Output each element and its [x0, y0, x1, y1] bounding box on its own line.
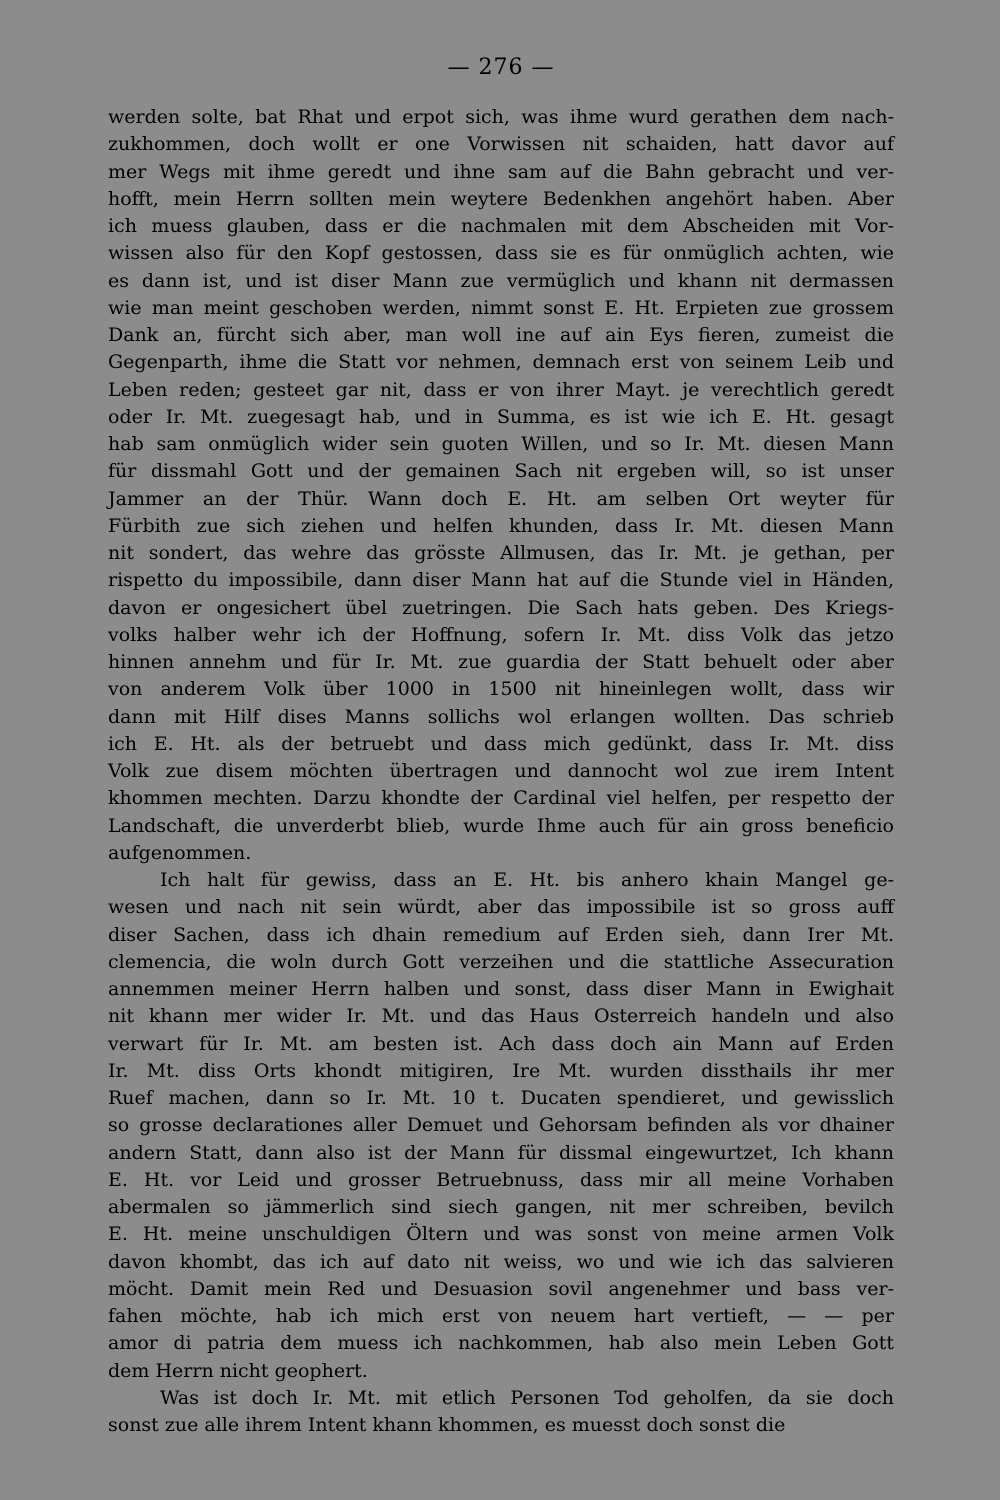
text-line: E. Ht. meine unschuldigen Öltern und was sonst von meine armen Volk	[108, 1223, 894, 1246]
text-line: khommen mechten. Darzu khondte der Cardinal viel helfen, per respetto der	[108, 787, 894, 810]
text-line: amor di patria dem muess ich nachkommen, hab also mein Leben Gott	[108, 1332, 894, 1355]
text-line: wie man meint geschoben werden, nimmt sonst E. Ht. Erpieten zue grossem	[108, 296, 894, 319]
text-line: zukhommen, doch wollt er one Vorwissen nit schaiden, hatt davor auf	[108, 133, 894, 156]
paragraph	[108, 1385, 894, 1440]
text-line: fahen möchte, hab ich mich erst von neuem hart vertieft, — — per	[108, 1305, 894, 1327]
text-line: verwart für Ir. Mt. am besten ist. Ach dass doch ain Mann auf Erden	[108, 1032, 894, 1055]
text-line: Jammer an der Thür. Wann doch E. Ht. am selben Ort weyter für	[108, 487, 894, 510]
text-line: ich E. Ht. als der betruebt und dass mich gedünkt, dass Ir. Mt. diss	[108, 732, 894, 755]
text-line: Volk zue disem möchten übertragen und dannocht wol zue irem Intent	[108, 760, 894, 782]
text-line: werden solte, bat Rhat und erpot sich, was ihme wurd gerathen dem nach-	[108, 106, 894, 128]
text-line: dem Herrn nicht geophert.	[108, 1359, 368, 1382]
text-line: Leben reden; gesteet gar nit, dass er von ihrer Mayt. je verechtlich geredt	[108, 378, 894, 401]
book-page	[108, 52, 894, 1439]
text-line: Was ist doch Ir. Mt. mit etlich Personen Tod geholfen, da sie doch	[160, 1386, 894, 1409]
text-line: so grosse declarationes aller Demuet und Gehorsam befinden als vor dhainer	[108, 1114, 894, 1137]
text-line: Fürbith zue sich ziehen und helfen khunden, dass Ir. Mt. diesen Mann	[108, 514, 894, 537]
text-line: wesen und nach nit sein würdt, aber das impossibile ist so gross auff	[108, 896, 894, 919]
text-line: oder Ir. Mt. zuegesagt hab, und in Summa, es ist wie ich E. Ht. gesagt	[108, 405, 894, 428]
text-line: davon er ongesichert übel zuetringen. Die Sach hats geben. Des Kriegs-	[108, 596, 894, 619]
text-line: abermalen so jämmerlich sind siech gangen, nit mer schreiben, bevilch	[108, 1196, 894, 1218]
paragraph	[108, 104, 894, 867]
text-line: für dissmahl Gott und der gemainen Sach nit ergeben will, so ist unser	[108, 460, 894, 483]
page-number: — 276 —	[447, 55, 555, 80]
text-line: von anderem Volk über 1000 in 1500 nit hineinlegen wollt, dass wir	[108, 678, 894, 701]
text-line: volks halber wehr ich der Hoffnung, sofern Ir. Mt. diss Volk das jetzo	[108, 623, 894, 646]
paragraph	[108, 867, 894, 1385]
text-line: E. Ht. vor Leid und grosser Betruebnuss, dass mir all meine Vorhaben	[108, 1168, 894, 1191]
text-line: aufgenommen.	[108, 841, 252, 864]
text-line: Landschaft, die unverderbt blieb, wurde Ihme auch für ain gross beneficio	[108, 814, 894, 837]
text-line: mer Wegs mit ihme geredt und ihne sam auf die Bahn gebracht und ver-	[108, 160, 894, 183]
text-line: dann mit Hilf dises Manns sollichs wol erlangen wollten. Das schrieb	[108, 705, 894, 728]
text-line: rispetto du impossibile, dann diser Mann hat auf die Stunde viel in Händen,	[108, 569, 894, 592]
text-line: Ruef machen, dann so Ir. Mt. 10 t. Ducaten spendieret, und gewisslich	[108, 1087, 894, 1109]
text-line: Gegenparth, ihme die Statt vor nehmen, demnach erst von seinem Leib und	[108, 351, 894, 374]
text-line: nit sondert, das wehre das grösste Allmusen, das Ir. Mt. je gethan, per	[108, 542, 894, 564]
text-line: diser Sachen, dass ich dhain remedium auf Erden sieh, dann Irer Mt.	[108, 923, 894, 946]
text-line: ich muess glauben, dass er die nachmalen mit dem Abscheiden mit Vor-	[108, 215, 894, 237]
text-line: wissen also für den Kopf gestossen, dass sie es für onmüglich achten, wie	[108, 242, 894, 265]
text-line: hinnen annehm und für Ir. Mt. zue guardia der Statt behuelt oder aber	[108, 651, 894, 673]
text-line: Dank an, fürcht sich aber, man woll ine auf ain Eys fieren, zumeist die	[108, 324, 894, 346]
text-line: davon khombt, das ich auf dato nit weiss, wo und wie ich das salvieren	[108, 1250, 894, 1273]
text-line: annemmen meiner Herrn halben und sonst, dass diser Mann in Ewighait	[108, 978, 894, 1000]
text-line: clemencia, die woln durch Gott verzeihen und die stattliche Assecuration	[108, 950, 894, 973]
text-line: nit khann mer wider Ir. Mt. und das Haus Osterreich handeln und also	[108, 1005, 894, 1028]
text-line: Ich halt für gewiss, dass an E. Ht. bis anhero khain Mangel ge-	[160, 869, 894, 891]
page-body	[108, 104, 894, 1439]
text-line: möcht. Damit mein Red und Desuasion sovil angenehmer und bass ver-	[108, 1277, 894, 1300]
text-line: hofft, mein Herrn sollten mein weytere Bedenkhen angehört haben. Aber	[108, 187, 894, 210]
text-line: Ir. Mt. diss Orts khondt mitigiren, Ire Mt. wurden dissthails ihr mer	[108, 1059, 894, 1082]
text-line: hab sam onmüglich wider sein guoten Willen, und so Ir. Mt. diesen Mann	[108, 433, 894, 455]
text-line: es dann ist, und ist diser Mann zue vermüglich und khann nit dermassen	[108, 269, 894, 292]
text-line: sonst zue alle ihrem Intent khann khommen, es muesst doch sonst die	[108, 1414, 786, 1436]
text-line: andern Statt, dann also ist der Mann für dissmal eingewurtzet, Ich khann	[108, 1141, 894, 1164]
